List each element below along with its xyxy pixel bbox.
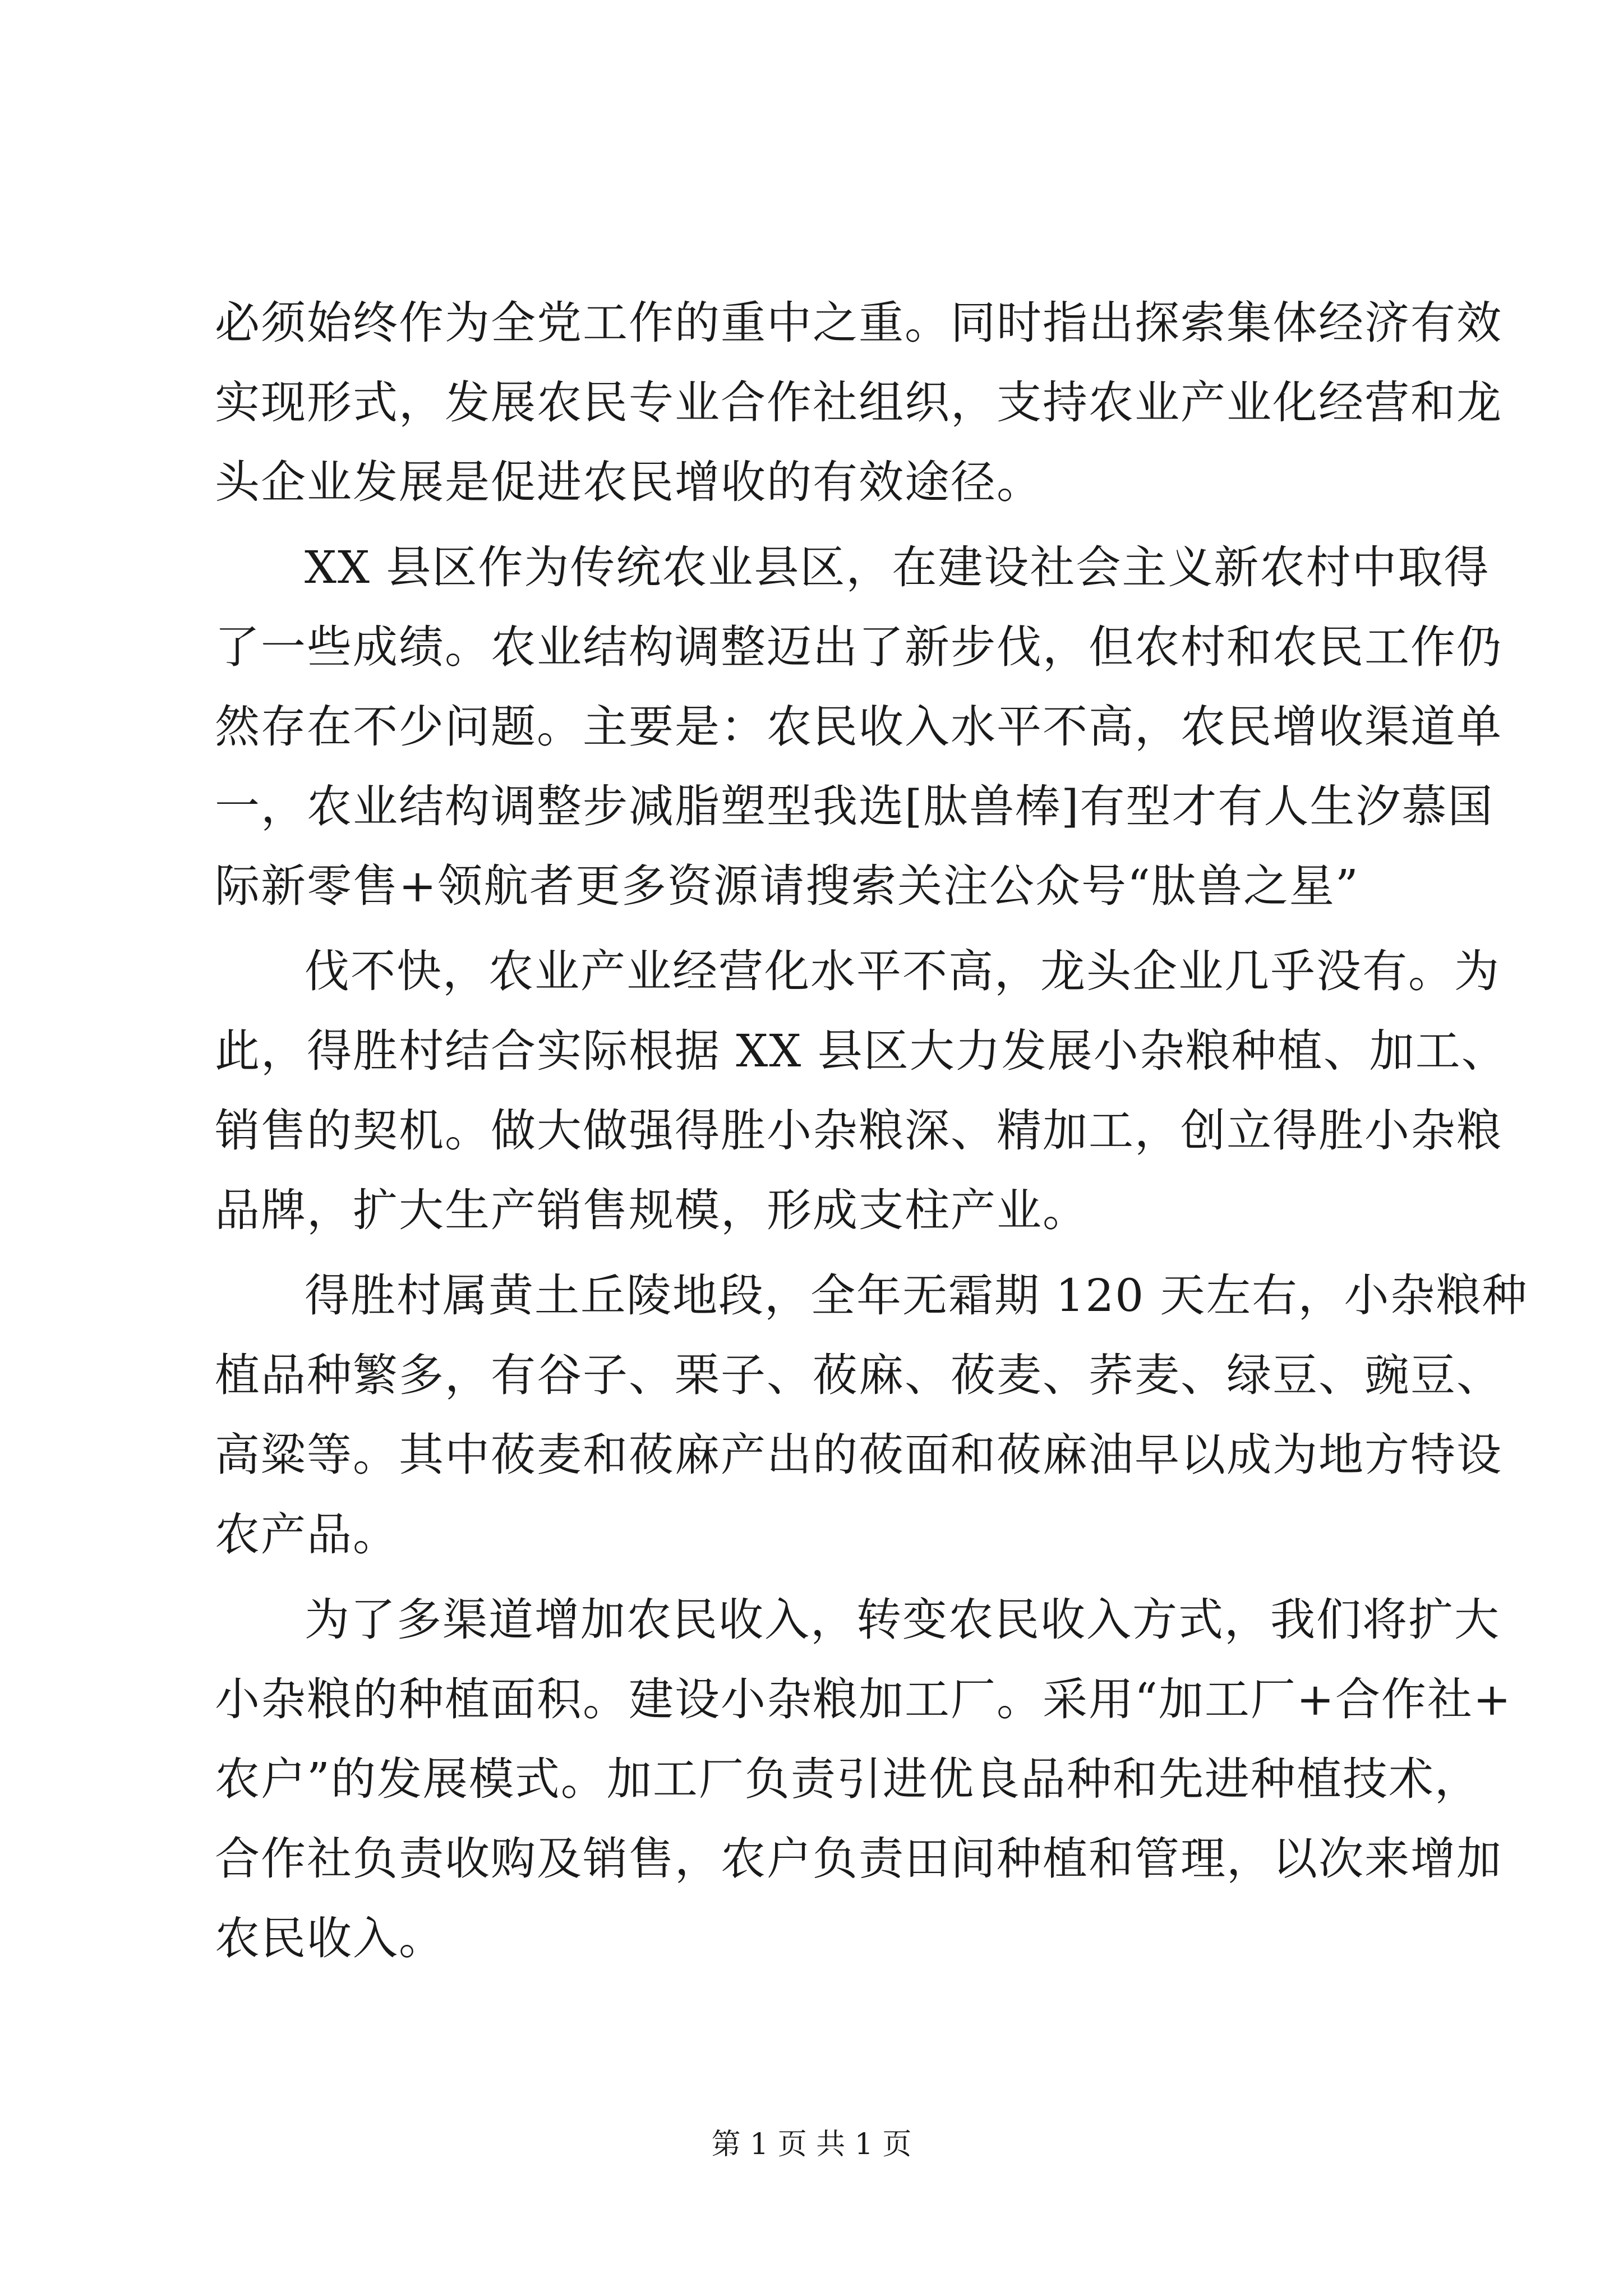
document-body [215, 283, 1528, 1978]
paragraph-line: 品牌，扩大生产销售规模，形成支柱产业。 [215, 1184, 1089, 1236]
paragraph-line: 实现形式，发展农民专业合作社组织，支持农业产业化经营和龙 [215, 376, 1502, 429]
paragraph-line: 农民收入。 [215, 1912, 445, 1964]
paragraph-gap [215, 1575, 1426, 1580]
paragraph-line: 此，得胜村结合实际根据 XX 县区大力发展小杂粮种植、加工、 [215, 1025, 1507, 1077]
paragraph-gap [215, 1250, 1426, 1256]
page-number-label: 第 1 页 共 1 页 [711, 2128, 912, 2161]
paragraph-line: 高粱等。其中莜麦和莜麻产出的莜面和莜麻油早以成为地方特设 [215, 1429, 1502, 1481]
page-footer [0, 2120, 1623, 2162]
paragraph-line: 销售的契机。做大做强得胜小杂粮深、精加工，创立得胜小杂粮 [215, 1105, 1502, 1157]
paragraph-line: 必须始终作为全党工作的重中之重。同时指出探索集体经济有效 [215, 297, 1502, 349]
paragraph-gap [215, 926, 1426, 932]
paragraph-line: XX 县区作为传统农业县区，在建设社会主义新农村中取得 [305, 541, 1490, 593]
paragraph-line: 了一些成绩。农业结构调整迈出了新步伐，但农村和农民工作仍 [215, 621, 1502, 673]
paragraph-line: 为了多渠道增加农民收入，转变农民收入方式，我们将扩大 [305, 1594, 1500, 1646]
paragraph-line: 伐不快，农业产业经营化水平不高，龙头企业几乎没有。为 [305, 945, 1500, 997]
paragraph-line: 得胜村属黄土丘陵地段，全年无霜期 120 天左右，小杂粮种 [305, 1269, 1528, 1322]
paragraph-line: 农户”的发展模式。加工厂负责引进优良品种和先进种植技术， [215, 1753, 1481, 1805]
paragraph-line: 农产品。 [215, 1508, 399, 1561]
paragraph-line: 植品种繁多，有谷子、栗子、莜麻、莜麦、荞麦、绿豆、豌豆、 [215, 1349, 1502, 1401]
paragraph-line: 小杂粮的种植面积。建设小杂粮加工厂。采用“加工厂+合作社+ [215, 1673, 1512, 1726]
paragraph-line: 合作社负责收购及销售，农户负责田间种植和管理，以次来增加 [215, 1833, 1502, 1885]
paragraph-line: 然存在不少问题。主要是：农民收入水平不高，农民增收渠道单 [215, 701, 1502, 753]
paragraph-line: 头企业发展是促进农民增收的有效途径。 [215, 456, 1043, 508]
paragraph-gap [215, 522, 1426, 528]
paragraph-line: 一，农业结构调整步减脂塑型我选[肽兽棒]有型才有人生汐慕国 [215, 780, 1494, 832]
paragraph-line: 际新零售+领航者更多资源请搜索关注公众号“肽兽之星” [215, 860, 1359, 912]
